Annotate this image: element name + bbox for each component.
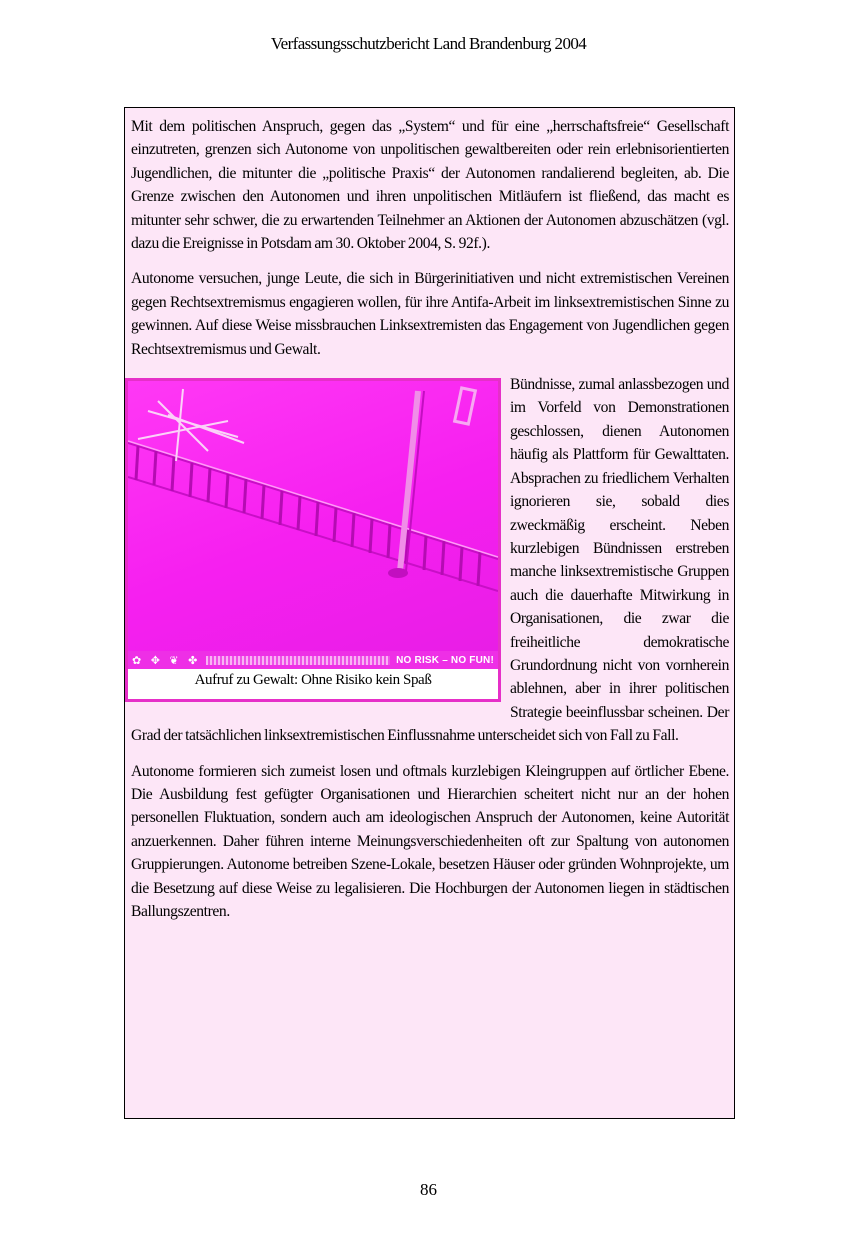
paragraph-2: Autonome versuchen, junge Leute, die sich in Bürgerinitiativen und nicht extremistischen Vereinen gegen Rechtsextremismus engagieren wollen, für ihre Antifa-Arbeit im linksextremistischen Sinne zu gewinnen. Auf diese Weise missbrauchen Linksextremisten das Engagement von Jugendlichen gegen Rechtsextremismus und Gewalt. (131, 270, 729, 358)
railway-bridge-illustration (128, 381, 498, 651)
text-box (124, 107, 735, 1119)
figure-caption: Aufruf zu Gewalt: Ohne Risiko kein Spaß (194, 672, 432, 689)
figure-image (128, 381, 498, 651)
paragraph-3: Bündnisse, zumal anlassbezogen und im Vorfeld von Demonstrationen geschlossen, dienen Autonomen häufig als Plattform für Gewalttaten. Absprachen zu friedlichem Verhalten ignorieren sie, sobald dies zweckmäßig erscheint. Neben kurzlebigen Bündnissen erstreben manche linksextremistische Gruppen auch die dauerhafte Mitwirkung in Organisationen, die zwar die freiheitliche demokratische Grundordnung nicht von vornherein ablehnen, aber in ihrer politischen Strategie beeinflussbar scheinen. Der Grad der tatsächlichen linksextremistischen Einflussnahme unterscheidet sich von Fall zu Fall. (131, 376, 729, 745)
page-header: Verfassungsschutzbericht Land Brandenburg 2004 (270, 34, 587, 53)
banner-icons: ✿ ✥ ❦ ✤ (132, 653, 201, 667)
paragraph-1: Mit dem politischen Anspruch, gegen das „System“ und für eine „herrschaftsfreie“ Gesellschaft einzutreten, grenzen sich Autonome von unpolitischen gewaltbereiten oder rein erlebnisorientierten Jugendlichen, die mitunter die „politische Praxis“ der Autonomen randalierend begleiten, ab. Die Grenze zwischen den Autonomen und ihren unpolitischen Mitläufern ist fließend, das macht es mitunter sehr schwer, die zu erwartenden Teilnehmer an Aktionen der Autonomen abzuschätzen (vgl. dazu die Ereignisse in Potsdam am 30. Oktober 2004, S. 92f.). (131, 118, 729, 253)
banner-slogan: NO RISK – NO FUN! (396, 654, 494, 666)
page-number: 86 (420, 1180, 437, 1199)
figure (125, 378, 501, 702)
paragraph-4: Autonome formieren sich zumeist losen und oftmals kurzlebigen Kleingruppen auf örtlicher Ebene. Die Ausbildung fest gefügter Organisationen und Hierarchien scheitert nicht nur an der hohen personellen Fluktuation, sondern auch am ideologischen Anspruch der Autonomen, keine Autorität anzuerkennen. Daher führen interne Meinungsverschiedenheiten oft zur Spaltung von autonomen Gruppierungen. Autonome betreiben Szene-Lokale, besetzen Häuser oder gründen Wohnprojekte, um die Besetzung auf diese Weise zu legalisieren. Die Hochburgen der Autonomen liegen in städtischen Ballungszentren. (131, 762, 729, 920)
banner-bar (206, 656, 390, 665)
figure-banner (128, 651, 498, 669)
